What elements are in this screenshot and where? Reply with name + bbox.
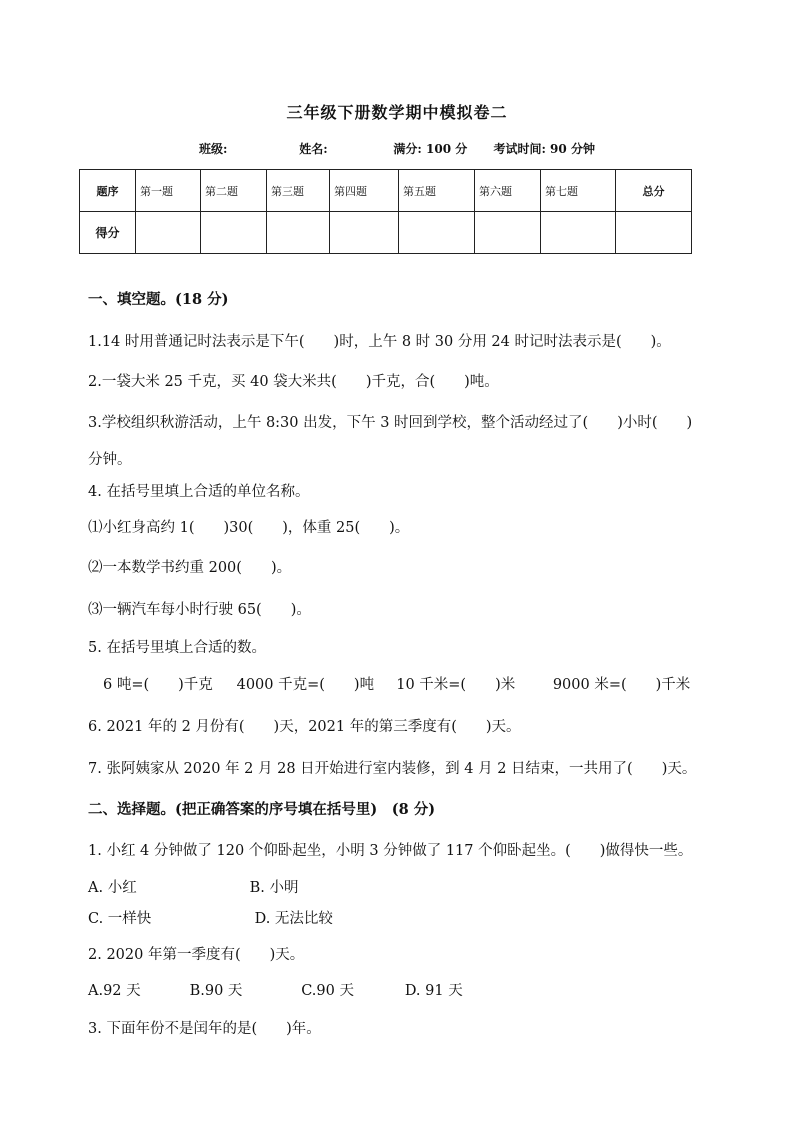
sub-question: ⑴小红身高约 1( )30( )，体重 25( )。 — [88, 520, 410, 536]
conversion-item: 10 千米=( )米 — [396, 677, 516, 693]
table-row — [80, 212, 692, 254]
row-label-score: 得分 — [80, 212, 136, 254]
score-cell[interactable] — [475, 212, 541, 254]
option[interactable]: B.90 天 — [189, 983, 243, 999]
score-cell[interactable] — [616, 212, 692, 254]
question-header: 第一题 — [136, 170, 201, 212]
question-text: 2. 2020 年第一季度有( )天。 — [88, 947, 305, 963]
conversion-item: 9000 米=( )千米 — [552, 677, 691, 693]
options-row — [88, 979, 463, 1000]
section2-heading: 二、选择题。(把正确答案的序号填在括号里) (8 分) — [88, 801, 436, 818]
question-header: 第五题 — [399, 170, 475, 212]
question-text: 4. 在括号里填上合适的单位名称。 — [88, 484, 310, 500]
section1-heading: 一、填空题。(18 分) — [88, 291, 229, 308]
question-text: 7. 张阿姨家从 2020 年 2 月 28 日开始进行室内装修，到 4 月 2 日结束，一共用了( )天。 — [88, 761, 697, 777]
total-header: 总分 — [616, 170, 692, 212]
score-cell[interactable] — [399, 212, 475, 254]
score-table — [79, 169, 692, 254]
option[interactable]: D. 无法比较 — [254, 911, 333, 927]
options-row — [88, 907, 333, 928]
question-text: 1. 小红 4 分钟做了 120 个仰卧起坐，小明 3 分钟做了 117 个仰卧起坐。( )做得快一些。 — [88, 843, 693, 859]
score-cell[interactable] — [136, 212, 201, 254]
name-label: 姓名: — [299, 142, 328, 156]
question-text: 2.一袋大米 25 千克，买 40 袋大米共( )千克，合( )吨。 — [88, 374, 499, 390]
option[interactable]: D. 91 天 — [404, 983, 463, 999]
row-label-order: 题序 — [80, 170, 136, 212]
score-cell[interactable] — [201, 212, 267, 254]
question-text: 1.14 时用普通记时法表示是下午( )时，上午 8 时 30 分用 24 时记时法表示是( )。 — [88, 334, 671, 350]
option[interactable]: A.92 天 — [88, 983, 141, 999]
table-row — [80, 170, 692, 212]
question-text: 3.学校组织秋游活动，上午 8:30 出发，下午 3 时回到学校，整个活动经过了( )小时( ) — [88, 415, 693, 431]
question-text: 5. 在括号里填上合适的数。 — [88, 640, 266, 656]
question-text: 6. 2021 年的 2 月份有( )天，2021 年的第三季度有( )天。 — [88, 719, 521, 735]
options-row — [88, 876, 298, 897]
exam-info — [0, 140, 794, 157]
score-cell[interactable] — [330, 212, 399, 254]
question-header: 第七题 — [541, 170, 616, 212]
option[interactable]: C. 一样快 — [88, 911, 152, 927]
question-text: 分钟。 — [88, 452, 132, 468]
option[interactable]: A. 小红 — [88, 880, 137, 896]
unit-conversion-row — [103, 673, 690, 694]
sub-question: ⑶一辆汽车每小时行驶 65( )。 — [88, 602, 311, 618]
sub-question: ⑵一本数学书约重 200( )。 — [88, 560, 292, 576]
full-score: 满分: 100 分 — [393, 142, 468, 156]
question-header: 第二题 — [201, 170, 267, 212]
question-header: 第四题 — [330, 170, 399, 212]
class-label: 班级: — [199, 142, 228, 156]
question-header: 第六题 — [475, 170, 541, 212]
question-header: 第三题 — [267, 170, 330, 212]
option[interactable]: C.90 天 — [301, 983, 354, 999]
option[interactable]: B. 小明 — [249, 880, 299, 896]
conversion-item: 4000 千克=( )吨 — [236, 677, 375, 693]
page-title: 三年级下册数学期中模拟卷二 — [286, 103, 508, 122]
conversion-item: 6 吨=( )千克 — [103, 677, 213, 693]
question-text: 3. 下面年份不是闰年的是( )年。 — [88, 1021, 321, 1037]
score-cell[interactable] — [267, 212, 330, 254]
score-cell[interactable] — [541, 212, 616, 254]
exam-time: 考试时间: 90 分钟 — [493, 142, 595, 156]
